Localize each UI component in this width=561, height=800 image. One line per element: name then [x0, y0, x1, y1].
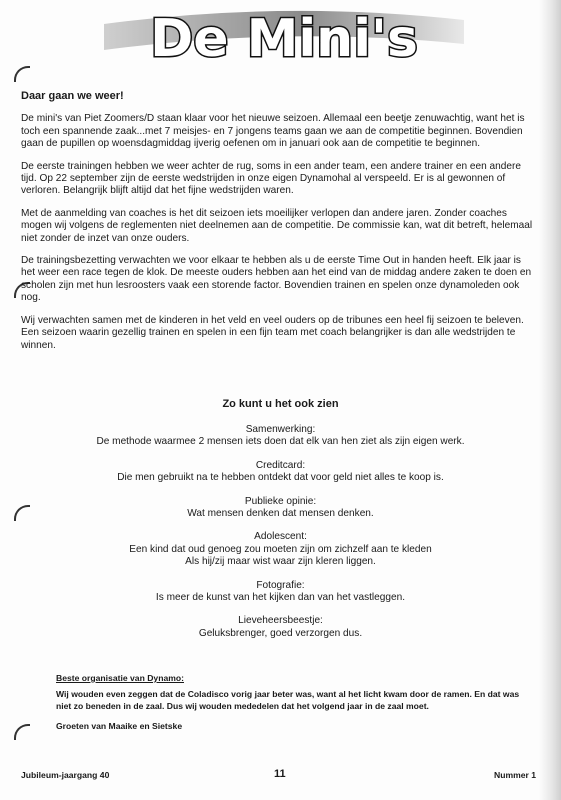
definition-text: Wat mensen denken dat mensen denken. [187, 508, 374, 520]
article-paragraph: De trainingsbezetting verwachten we voor elkaar te hebben als u de eerste Time Out in handen heeft. Elk jaar is het weer een race tegen de klok. De meeste ouders hebben aan het eind van de middag andere zaken te doen en scholen zijn met hun lesroosters vaak een storende factor. Bovendien trainen en spelen onze dynamoleden ook nog. [21, 255, 532, 304]
definition-text: Geluksbrenger, goed verzorgen dus. [198, 627, 363, 639]
article [21, 90, 536, 362]
definition-term: Samenwerking: [245, 424, 316, 435]
definition-item [0, 460, 561, 485]
definition-item [0, 615, 561, 640]
note-body: Wij wouden even zeggen dat de Coladisco vorig jaar beter was, want al het licht kwam door de ramen. En dat was niet zo beneden in de zaal. Dus wij wouden mededelen dat het volgend jaar in de zaal moet. [56, 689, 520, 711]
definition-term: Publieke opinie: [244, 495, 317, 507]
note-title: Beste organisatie van Dynamo: [56, 673, 184, 683]
definition-term: Adolescent: [254, 531, 307, 543]
definition-term: Lieveheersbeestje: [238, 615, 323, 627]
definitions-list [0, 424, 561, 651]
definition-item [0, 531, 561, 568]
article-paragraph: De eerste trainingen hebben we weer achter de rug, soms in een ander team, een andere trainer en een andere tijd. Op 22 september zijn de eerste wedstrijden in onze eigen Dynamohal al verspeeld. Er is al gewonnen of verloren. Belangrijk blijft altijd dat het fijne wedstrijden waren. [21, 160, 521, 197]
logo-text: De Mini's [150, 9, 418, 68]
definition-text: De methode waarmee 2 mensen iets doen dat elk van hen ziet als zijn eigen werk. [96, 436, 465, 448]
header-logo [104, 6, 464, 68]
article-paragraph: De mini's van Piet Zoomers/D staan klaar voor het nieuwe seizoen. Allemaal een beetje zenuwachtig, want het is toch een spannende zaak...met 7 meisjes- en 7 jongens teams gaan we aan de competitie beginnen. Bovendien gaan de pupillen op woensdagmiddag ijverig oefenen om in januari ook aan de competitie te beginnen. [21, 113, 525, 150]
article-paragraph: Wij verwachten samen met de kinderen in het veld en veel ouders op de tribunes een heel fij seizoen te beleven. Een seizoen waarin gezellig trainen en spelen in een fijn team met coach belangrijker is dan alle wedstrijden te winnen. [21, 314, 524, 351]
reader-note [56, 672, 536, 732]
definition-text: Die men gebruikt na te hebben ontdekt dat voor geld niet alles te koop is. [117, 472, 444, 484]
definitions-title: Zo kunt u het ook zien [222, 398, 339, 410]
definition-item [0, 424, 561, 449]
article-paragraph: Met de aanmelding van coaches is het dit seizoen iets moeilijker verlopen dan andere jaren. Zonder coaches mogen wij volgens de reglementen niet deelnemen aan de competitie. De commissie kan, wat dit betreft, helemaal niet zonder de inzet van onze ouders. [21, 207, 533, 244]
definition-term: Creditcard: [255, 459, 306, 471]
footer-right: Nummer 1 [494, 770, 537, 780]
definition-term: Fotografie: [256, 579, 305, 591]
definition-item [0, 496, 561, 521]
note-signature: Groeten van Maaike en Sietske [56, 721, 183, 731]
logo-graphic [104, 6, 464, 68]
article-heading: Daar gaan we weer! [21, 90, 124, 102]
definition-text: Een kind dat oud genoeg zou moeten zijn om zichzelf aan te kleden Als hij/zij maar wist waar zijn kleren liggen. [129, 543, 432, 568]
page-number: 11 [274, 768, 286, 780]
definition-text: Is meer de kunst van het kijken dan van het vastleggen. [155, 592, 406, 604]
definition-item [0, 580, 561, 605]
footer-left: Jubileum-jaargang 40 [21, 770, 110, 780]
